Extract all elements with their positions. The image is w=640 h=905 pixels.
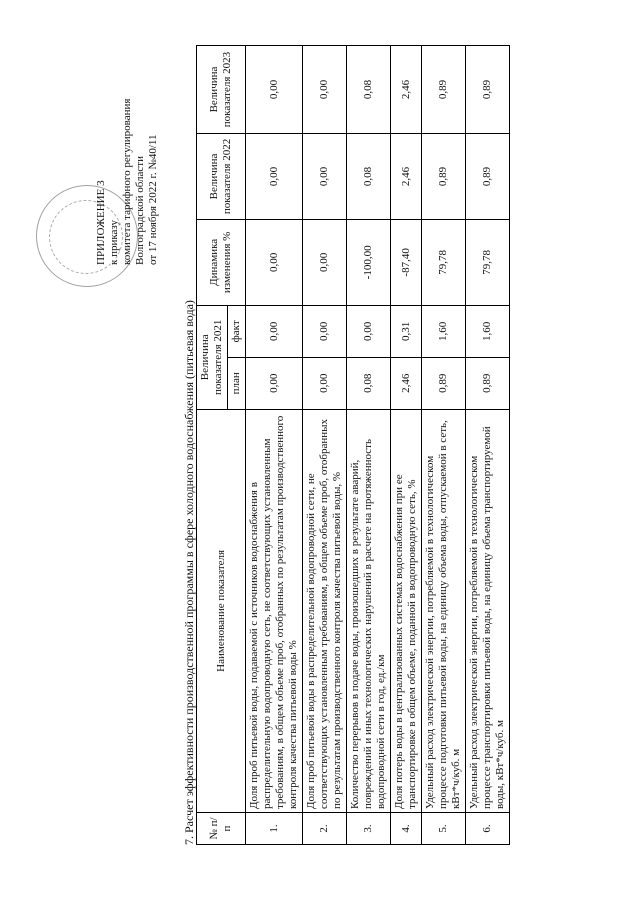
row-dynamics: 79,78 xyxy=(466,219,510,305)
header-line-2: к приказу xyxy=(108,219,120,265)
row-num: 2. xyxy=(303,813,347,845)
row-2022: 0,89 xyxy=(422,134,466,220)
row-num: 4. xyxy=(391,813,422,845)
row-num: 1. xyxy=(246,813,303,845)
row-2023: 0,00 xyxy=(303,46,347,134)
row-2023: 0,89 xyxy=(466,46,510,134)
row-name: Количество перерывов в подаче воды, произошедших в результате аварий, повреждений и иных технологических нарушений в расчете на протяженность водопроводной сети в год, ед./км xyxy=(347,409,391,812)
row-2022: 0,00 xyxy=(303,134,347,220)
section-title: 7. Расчет эффективности производственной программы в сфере холодного водоснабжения (питьевая вода) xyxy=(182,300,196,845)
row-plan: 0,00 xyxy=(303,357,347,409)
header-line-4: Волгоградской области xyxy=(134,156,146,265)
row-fact: 0,00 xyxy=(303,305,347,357)
row-dynamics: -87,40 xyxy=(391,219,422,305)
row-name: Доля проб питьевой воды в распределительной водопроводной сети, не соответствующих установленным требованиям, в общем объеме проб, отобранных по результатам производственного контроля качества питьевой воды, % xyxy=(303,409,347,812)
header-2021: Величина показателя 2021 xyxy=(197,305,228,409)
row-fact: 1,60 xyxy=(466,305,510,357)
row-dynamics: 0,00 xyxy=(303,219,347,305)
row-fact: 0,00 xyxy=(246,305,303,357)
row-2023: 0,08 xyxy=(347,46,391,134)
header-num: № п/п xyxy=(197,813,246,845)
row-2023: 0,00 xyxy=(246,46,303,134)
row-name: Удельный расход электрической энергии, потребляемой в технологическом процессе подготовки питьевой воды, на единицу объема воды, отпускаемой в сеть, кВт*ч/куб. м xyxy=(422,409,466,812)
row-dynamics: 79,78 xyxy=(422,219,466,305)
row-plan: 0,89 xyxy=(422,357,466,409)
header-name: Наименование показателя xyxy=(197,409,246,812)
row-num: 3. xyxy=(347,813,391,845)
row-2023: 2,46 xyxy=(391,46,422,134)
row-num: 5. xyxy=(422,813,466,845)
efficiency-table xyxy=(196,45,510,845)
header-line-3: комитета тарифного регулирования xyxy=(121,98,133,265)
row-plan: 2,46 xyxy=(391,357,422,409)
row-name: Доля потерь воды в централизованных системах водоснабжения при ее транспортировке в общем объеме, поданной в водопроводную сеть, % xyxy=(391,409,422,812)
row-2023: 0,89 xyxy=(422,46,466,134)
row-fact: 1,60 xyxy=(422,305,466,357)
table-row xyxy=(246,46,303,845)
header-2022: Величина показателя 2022 xyxy=(197,134,246,220)
table-row xyxy=(391,46,422,845)
row-2022: 2,46 xyxy=(391,134,422,220)
table-row xyxy=(422,46,466,845)
table-row xyxy=(347,46,391,845)
row-plan: 0,08 xyxy=(347,357,391,409)
row-name: Удельный расход электрической энергии, потребляемой в технологическом процессе транспортировки питьевой воды, на единицу объема транспортируемой воды, кВт*ч/куб. м xyxy=(466,409,510,812)
table-row xyxy=(303,46,347,845)
header-2023: Величина показателя 2023 xyxy=(197,46,246,134)
header-fact: факт xyxy=(228,305,246,357)
row-fact: 0,31 xyxy=(391,305,422,357)
header-plan: план xyxy=(228,357,246,409)
header-dynamics: Динамика изменения % xyxy=(197,219,246,305)
row-dynamics: 0,00 xyxy=(246,219,303,305)
row-name: Доля проб питьевой воды, подаваемой с источников водоснабжения в распределительную водопроводную сеть, не соответствующих установленным требованиям, в общем объеме проб, отобранных по результатам производственного контроля качества питьевой воды % xyxy=(246,409,303,812)
row-fact: 0,00 xyxy=(347,305,391,357)
header-line-5: от 17 ноября 2022 г. №40/11 xyxy=(147,134,159,265)
row-dynamics: -100,00 xyxy=(347,219,391,305)
row-2022: 0,08 xyxy=(347,134,391,220)
row-plan: 0,00 xyxy=(246,357,303,409)
table-row xyxy=(466,46,510,845)
row-plan: 0,89 xyxy=(466,357,510,409)
row-2022: 0,89 xyxy=(466,134,510,220)
appendix-header xyxy=(95,25,160,265)
row-num: 6. xyxy=(466,813,510,845)
row-2022: 0,00 xyxy=(246,134,303,220)
header-line-1: ПРИЛОЖЕНИЕ 3 xyxy=(95,180,107,265)
